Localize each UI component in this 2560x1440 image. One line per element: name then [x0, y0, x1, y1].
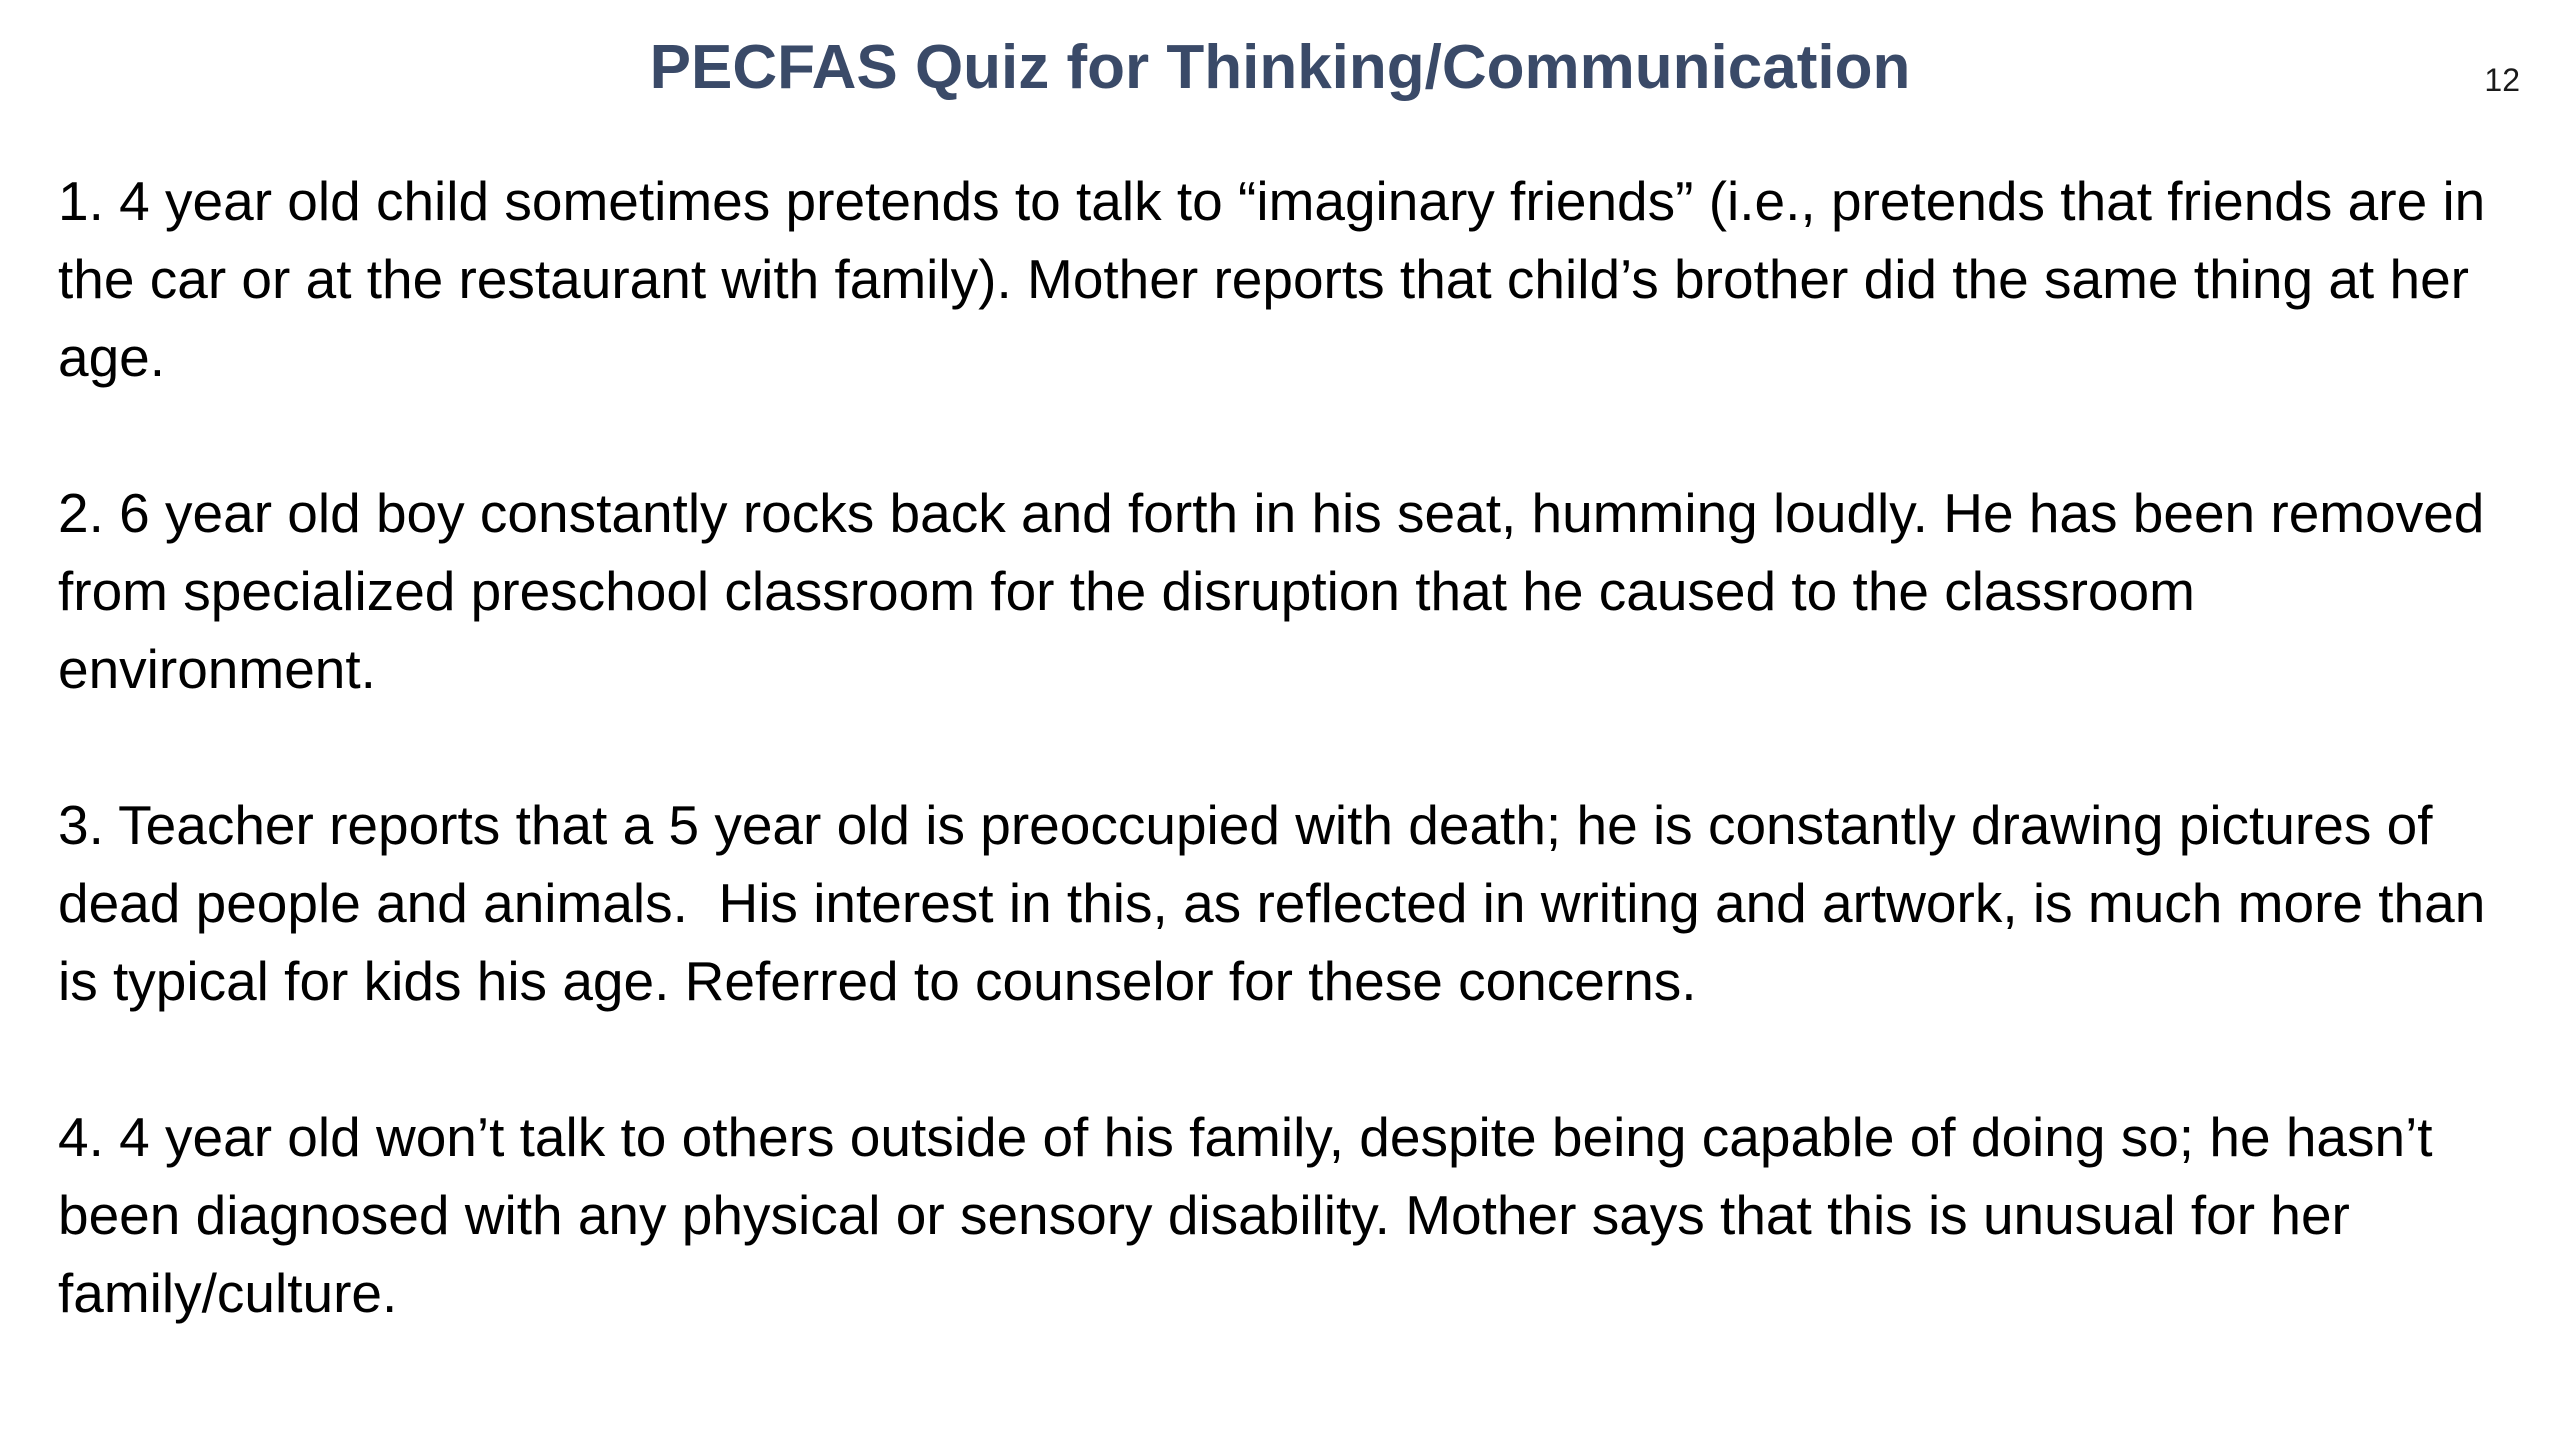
quiz-item-4: 4. 4 year old won’t talk to others outside of his family, despite being capable of doing so; he hasn’t been diagnosed with any physical or sensory disability. Mother says that this is unusual for her family/culture. [58, 1106, 2448, 1324]
slide-title: PECFAS Quiz for Thinking/Communication [649, 33, 1911, 102]
quiz-item-1: 1. 4 year old child sometimes pretends to talk to “imaginary friends” (i.e., pretends that friends are in the car or at the restaurant with family). Mother reports that child’s brother did the same thing at her age. [58, 170, 2501, 388]
quiz-item-3: 3. Teacher reports that a 5 year old is preoccupied with death; he is constantly drawing pictures of dead people and animals. His interest in this, as reflected in writing and artwork, is much more than is typical for kids his age. Referred to counselor for these concerns. [58, 794, 2501, 1012]
quiz-items-list [58, 162, 2528, 1332]
quiz-item-2: 2. 6 year old boy constantly rocks back and forth in his seat, humming loudly. He has been removed from specialized preschool classroom for the disruption that he caused to the classroom environment. [58, 482, 2500, 700]
slide-number: 12 [2484, 62, 2520, 98]
